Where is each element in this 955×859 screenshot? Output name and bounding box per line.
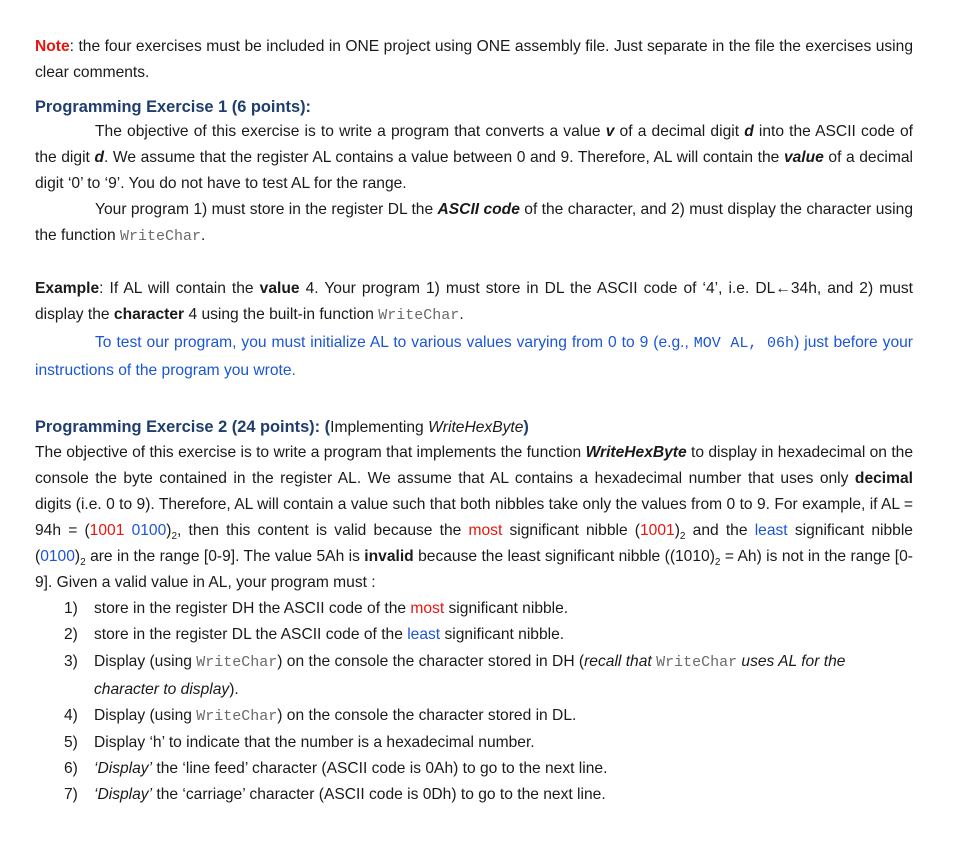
code-mov: MOV AL, 06h [693, 335, 795, 352]
term-writehexbyte: WriteHexByte [585, 444, 687, 461]
var-v: v [605, 123, 615, 140]
list-item: 5) Display ‘h’ to indicate that the number is a hexadecimal number. [64, 734, 535, 751]
document-page [35, 34, 913, 808]
code-writechar: WriteChar [378, 307, 460, 324]
exercise-2-heading: Programming Exercise 2 (24 points): (Implementing WriteHexByte) [35, 418, 529, 436]
exercise-1-objective: The objective of this exercise is to write a program that converts a value v of a decimal digit d into the ASCII code of the digit d. We assume that the register AL contains a value between 0 and 9. Therefore, AL will contain the value of a decimal digit ‘0’ to ‘9’. You do not have to test AL for the range. [35, 123, 913, 192]
exercise-1-example: Example: If AL will contain the value 4. Your program 1) must store in DL the ASCII code of ‘4’, i.e. DL←34h, and 2) must display the character 4 using the built-in function WriteChar. [35, 280, 913, 324]
note-label: Note [35, 38, 70, 55]
steps-list [35, 596, 913, 808]
list-item: 6) ‘Display’ the ‘line feed’ character (ASCII code is 0Ah) to go to the next line. [64, 760, 608, 777]
list-item: 4) Display (using WriteChar) on the console the character stored in DL. [64, 707, 577, 725]
exercise-1-requirements: Your program 1) must store in the register DL the ASCII code of the character, and 2) must display the character using the function WriteChar. [35, 201, 913, 245]
code-writechar: WriteChar [119, 228, 201, 245]
note-text: : the four exercises must be included in ONE project using ONE assembly file. Just separate in the file the exercises using clear comments. [35, 38, 913, 81]
list-item: 2) store in the register DL the ASCII code of the least significant nibble. [64, 626, 565, 643]
list-item: 3) Display (using WriteChar) on the console the character stored in DH (recall that WriteChar uses AL for the character to display). [64, 653, 846, 698]
term-value: value [783, 149, 824, 166]
note-paragraph [35, 34, 913, 86]
example-label: Example [35, 280, 100, 297]
list-item: 7) ‘Display’ the ‘carriage’ character (ASCII code is 0Dh) to go to the next line. [64, 786, 606, 803]
term-ascii-code: ASCII code [437, 201, 520, 218]
list-item: 1) store in the register DH the ASCII code of the most significant nibble. [64, 600, 569, 617]
exercise-2-body: The objective of this exercise is to write a program that implements the function WriteHexByte to display in hexadecimal on the console the byte contained in the register AL. We assume that AL contains a hexadecimal number that uses only decimal digits (i.e. 0 to 9). Therefore, AL will contain a value such that both nibbles take only the values from 0 to 9. For example, if AL = 94h = (1001 $0100)_2$, then this content is valid because the most significant nibble $(1001)_2$ and the least significant nibble $(0100)_2$ are in the range [0-9]. The value 5Ah is invalid because the least significant nibble $((1010)_2 = Ah)$ is not in the range [0-9]. Given a valid value in AL, your program must : [35, 444, 913, 591]
exercise-1-heading: Programming Exercise 1 (6 points): [35, 98, 311, 116]
exercise-1-test-note: To test our program, you must initialize AL to various values varying from 0 to 9 (e.g., MOV AL, 06h) just before your instructions of the program you wrote. [35, 334, 913, 379]
var-d: d [744, 123, 754, 140]
